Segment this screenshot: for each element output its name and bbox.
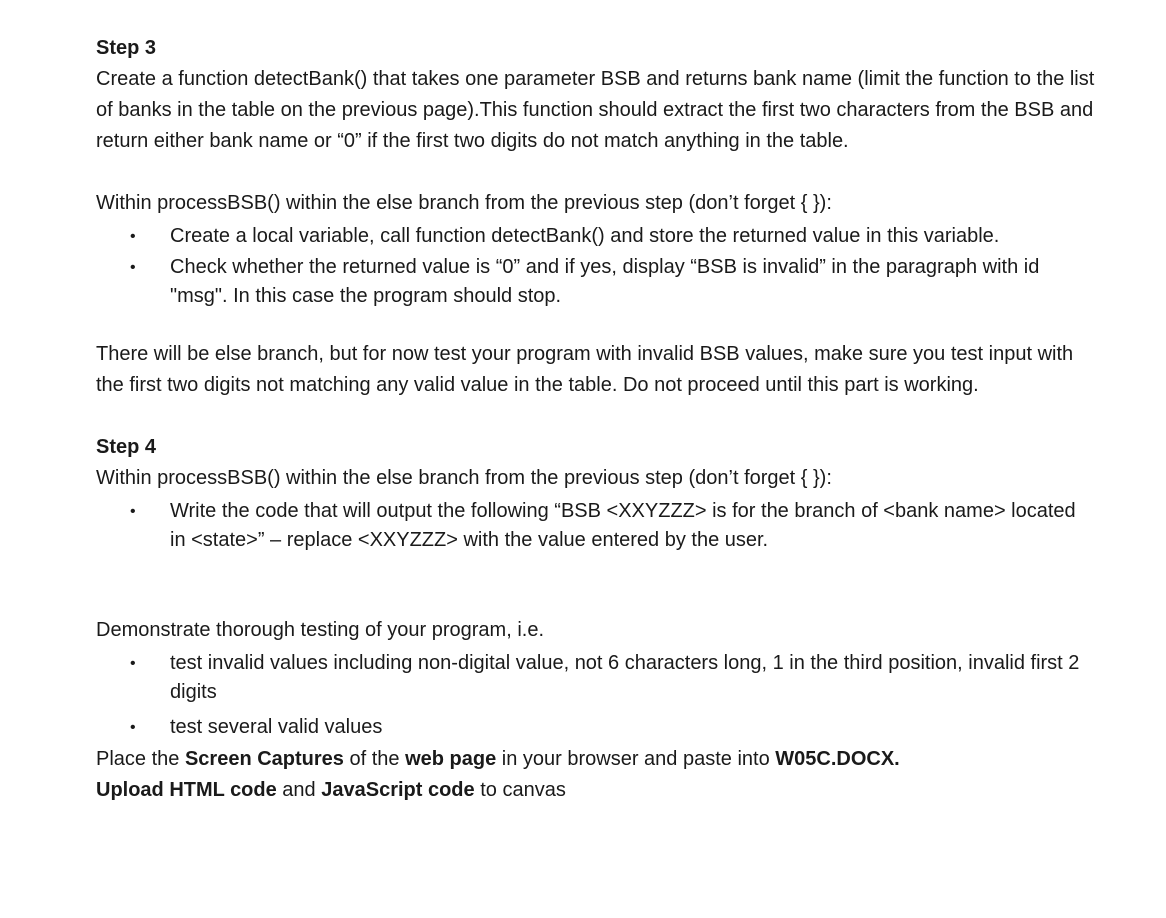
bullet-icon: • [130, 259, 136, 276]
bullet-icon: • [130, 503, 136, 520]
step3-paragraph: Create a function detectBank() that takes one parameter BSB and returns bank name (limit the function to the list of banks in the table on the previous page).This function should extract the first two characters from the BSB and return either bank name or “0” if the first two digits do not match anything in the table. [96, 68, 1095, 152]
bold-run: JavaScript code [321, 779, 475, 801]
step3-bullet-list [96, 222, 1096, 311]
bullet-icon: • [130, 228, 136, 245]
submission-line-2 [96, 775, 1096, 806]
text-run: and [276, 779, 322, 801]
list-item-text: test invalid values including non-digital value, not 6 characters long, 1 in the third position, invalid first 2 digits [170, 652, 1080, 703]
list-item [96, 713, 1096, 742]
step4-within-intro: Within processBSB() within the else branch from the previous step (don’t forget { }): [96, 467, 832, 489]
step3-within-intro: Within processBSB() within the else branch from the previous step (don’t forget { }): [96, 192, 832, 214]
list-item-text: Check whether the returned value is “0” and if yes, display “BSB is invalid” in the paragraph with id "msg". In this case the program should stop. [170, 256, 1040, 307]
list-item-text: Write the code that will output the following “BSB <XXYZZZ> is for the branch of <bank name> located in <state>” – replace <XXYZZZ> with the value entered by the user. [170, 500, 1076, 551]
bold-run: web page [405, 748, 497, 770]
bold-run: W05C.DOCX. [775, 748, 900, 770]
list-item [96, 649, 1096, 707]
text-run: of the [343, 748, 406, 770]
bullet-icon: • [130, 655, 136, 672]
list-item [96, 497, 1096, 555]
document-page [96, 33, 1096, 806]
text-run: to canvas [474, 779, 566, 801]
step4-heading: Step 4 [96, 436, 157, 458]
text-run: in your browser and paste into [496, 748, 776, 770]
submission-line-1 [96, 744, 1096, 775]
testing-bullet-list [96, 649, 1096, 742]
bullet-icon: • [130, 719, 136, 736]
step3-note: There will be else branch, but for now test your program with invalid BSB values, make sure you test input with the first two digits not matching any valid value in the table. Do not proceed until this part is working. [96, 343, 1074, 396]
step3-heading: Step 3 [96, 37, 157, 59]
bold-run: Screen Captures [184, 748, 344, 770]
text-run: Place the [96, 748, 185, 770]
list-item [96, 222, 1096, 251]
list-item-text: test several valid values [170, 716, 383, 738]
list-item [96, 253, 1096, 311]
testing-intro: Demonstrate thorough testing of your program, i.e. [96, 619, 545, 641]
bold-run: Upload HTML code [96, 779, 277, 801]
step4-bullet-list [96, 497, 1096, 555]
list-item-text: Create a local variable, call function detectBank() and store the returned value in this variable. [170, 225, 1000, 247]
